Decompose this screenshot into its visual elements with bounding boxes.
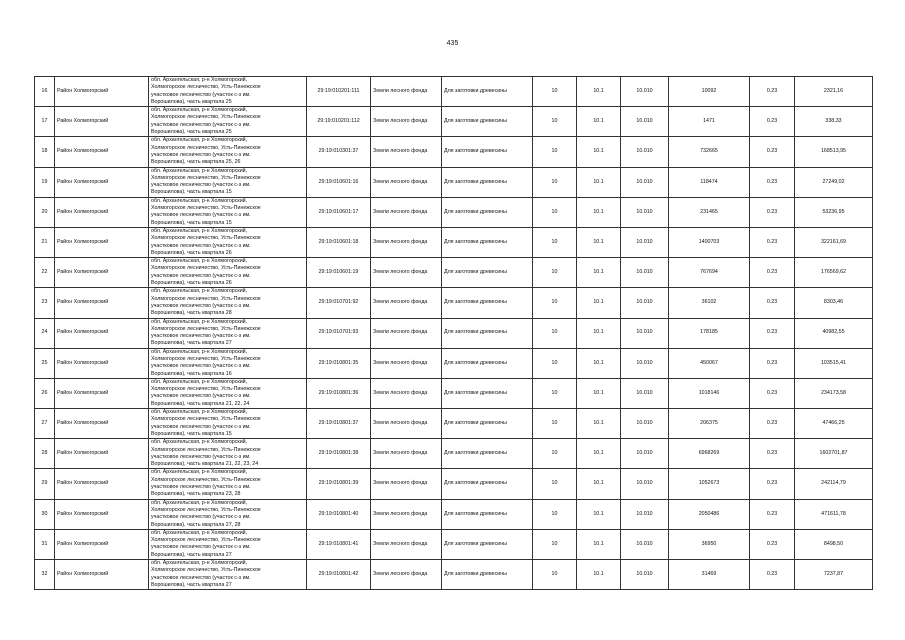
row-number-cell: 21: [35, 227, 55, 257]
permitted-use-cell: Для заготовки древесины: [442, 227, 533, 257]
cadastral-number-cell: 29:19:010801:41: [307, 529, 371, 559]
area-cell: 6968269: [669, 439, 750, 469]
area-cell: 31469: [669, 560, 750, 590]
land-category-cell: Земли лесного фонда: [371, 439, 442, 469]
table-row: [35, 227, 873, 257]
row-number-cell: 20: [35, 197, 55, 227]
code-subgroup-cell: 10.1: [577, 258, 621, 288]
table-row: [35, 167, 873, 197]
location-cell: обл. Архангельская, р-н Холмогорский, Холмогорское лесничество, Усть-Пинежское участковое лесничество (участок с-з им. Ворошилова), часть квартала 15: [149, 409, 307, 439]
rate-cell: 0.23: [750, 137, 795, 167]
district-cell: Район Холмогорский: [55, 529, 149, 559]
row-number-cell: 23: [35, 288, 55, 318]
row-number-cell: 19: [35, 167, 55, 197]
permitted-use-cell: Для заготовки древесины: [442, 378, 533, 408]
location-cell: обл. Архангельская, р-н Холмогорский, Холмогорское лесничество, Усть-Пинежское участковое лесничество (участок с-з им. Ворошилова), часть квартала 27: [149, 560, 307, 590]
code-subgroup-cell: 10.1: [577, 288, 621, 318]
code-cell: 10.010: [621, 439, 669, 469]
code-cell: 10.010: [621, 227, 669, 257]
land-category-cell: Земли лесного фонда: [371, 378, 442, 408]
location-cell: обл. Архангельская, р-н Холмогорский, Холмогорское лесничество, Усть-Пинежское участковое лесничество (участок с-з им. Ворошилова), часть квартала 16: [149, 348, 307, 378]
code-subgroup-cell: 10.1: [577, 318, 621, 348]
rate-cell: 0.23: [750, 409, 795, 439]
code-subgroup-cell: 10.1: [577, 227, 621, 257]
area-cell: 732665: [669, 137, 750, 167]
cadastral-number-cell: 29:19:010601:18: [307, 227, 371, 257]
table-row: [35, 499, 873, 529]
rate-cell: 0.23: [750, 197, 795, 227]
table-row: [35, 378, 873, 408]
cadastral-number-cell: 29:19:010801:36: [307, 378, 371, 408]
rate-cell: 0.23: [750, 288, 795, 318]
district-cell: Район Холмогорский: [55, 439, 149, 469]
area-cell: 2050486: [669, 499, 750, 529]
code-subgroup-cell: 10.1: [577, 107, 621, 137]
cadastral-value-cell: 53236,95: [795, 197, 873, 227]
cadastral-number-cell: 29:19:010301:37: [307, 137, 371, 167]
land-category-cell: Земли лесного фонда: [371, 560, 442, 590]
location-cell: обл. Архангельская, р-н Холмогорский, Холмогорское лесничество, Усть-Пинежское участковое лесничество (участок с-з им. Ворошилова), часть квартала 27: [149, 318, 307, 348]
permitted-use-cell: Для заготовки древесины: [442, 137, 533, 167]
code-cell: 10.010: [621, 137, 669, 167]
area-cell: 767694: [669, 258, 750, 288]
code-cell: 10.010: [621, 77, 669, 107]
district-cell: Район Холмогорский: [55, 288, 149, 318]
area-cell: 1052673: [669, 469, 750, 499]
area-cell: 36950: [669, 529, 750, 559]
cadastral-value-cell: 8498,50: [795, 529, 873, 559]
rate-cell: 0.23: [750, 318, 795, 348]
permitted-use-cell: Для заготовки древесины: [442, 469, 533, 499]
code-subgroup-cell: 10.1: [577, 409, 621, 439]
cadastral-number-cell: 29:19:010801:37: [307, 409, 371, 439]
location-cell: обл. Архангельская, р-н Холмогорский, Холмогорское лесничество, Усть-Пинежское участковое лесничество (участок с-з им. Ворошилова), часть квартала 23, 28: [149, 469, 307, 499]
code-cell: 10.010: [621, 258, 669, 288]
permitted-use-cell: Для заготовки древесины: [442, 288, 533, 318]
land-category-cell: Земли лесного фонда: [371, 197, 442, 227]
permitted-use-cell: Для заготовки древесины: [442, 560, 533, 590]
row-number-cell: 16: [35, 77, 55, 107]
area-cell: 10092: [669, 77, 750, 107]
code-subgroup-cell: 10.1: [577, 439, 621, 469]
land-category-cell: Земли лесного фонда: [371, 469, 442, 499]
table-body: [35, 77, 873, 590]
row-number-cell: 17: [35, 107, 55, 137]
code-group-cell: 10: [533, 348, 577, 378]
location-cell: обл. Архангельская, р-н Холмогорский, Холмогорское лесничество, Усть-Пинежское участковое лесничество (участок с-з им. Ворошилова), часть квартала 21, 22, 24: [149, 378, 307, 408]
cadastral-value-cell: 27249,02: [795, 167, 873, 197]
cadastral-number-cell: 29:19:010201:111: [307, 77, 371, 107]
code-cell: 10.010: [621, 288, 669, 318]
table-row: [35, 77, 873, 107]
row-number-cell: 29: [35, 469, 55, 499]
cadastral-number-cell: 29:19:010801:42: [307, 560, 371, 590]
row-number-cell: 30: [35, 499, 55, 529]
code-cell: 10.010: [621, 348, 669, 378]
location-cell: обл. Архангельская, р-н Холмогорский, Холмогорское лесничество, Усть-Пинежское участковое лесничество (участок с-з им. Ворошилова), часть квартала 27, 28: [149, 499, 307, 529]
district-cell: Район Холмогорский: [55, 560, 149, 590]
district-cell: Район Холмогорский: [55, 499, 149, 529]
cadastral-value-cell: 168513,95: [795, 137, 873, 167]
cadastral-value-cell: 8303,46: [795, 288, 873, 318]
code-subgroup-cell: 10.1: [577, 348, 621, 378]
cadastral-value-cell: 47466,25: [795, 409, 873, 439]
code-cell: 10.010: [621, 378, 669, 408]
cadastral-value-cell: 242114,79: [795, 469, 873, 499]
code-group-cell: 10: [533, 167, 577, 197]
cadastral-number-cell: 29:19:010801:38: [307, 439, 371, 469]
location-cell: обл. Архангельская, р-н Холмогорский, Холмогорское лесничество, Усть-Пинежское участковое лесничество (участок с-з им. Ворошилова), часть квартала 15: [149, 197, 307, 227]
code-group-cell: 10: [533, 197, 577, 227]
code-subgroup-cell: 10.1: [577, 560, 621, 590]
cadastral-number-cell: 29:19:010201:112: [307, 107, 371, 137]
rate-cell: 0.23: [750, 560, 795, 590]
location-cell: обл. Архангельская, р-н Холмогорский, Холмогорское лесничество, Усть-Пинежское участковое лесничество (участок с-з им. Ворошилова), часть квартала 25: [149, 107, 307, 137]
cadastral-number-cell: 29:19:010801:39: [307, 469, 371, 499]
land-category-cell: Земли лесного фонда: [371, 348, 442, 378]
land-category-cell: Земли лесного фонда: [371, 137, 442, 167]
cadastral-value-cell: 103515,41: [795, 348, 873, 378]
land-category-cell: Земли лесного фонда: [371, 167, 442, 197]
code-group-cell: 10: [533, 227, 577, 257]
page-number: 435: [446, 40, 459, 47]
permitted-use-cell: Для заготовки древесины: [442, 439, 533, 469]
row-number-cell: 28: [35, 439, 55, 469]
permitted-use-cell: Для заготовки древесины: [442, 197, 533, 227]
land-category-cell: Земли лесного фонда: [371, 258, 442, 288]
code-cell: 10.010: [621, 197, 669, 227]
code-subgroup-cell: 10.1: [577, 197, 621, 227]
district-cell: Район Холмогорский: [55, 318, 149, 348]
district-cell: Район Холмогорский: [55, 409, 149, 439]
rate-cell: 0.23: [750, 77, 795, 107]
location-cell: обл. Архангельская, р-н Холмогорский, Холмогорское лесничество, Усть-Пинежское участковое лесничество (участок с-з им. Ворошилова), часть квартала 25: [149, 77, 307, 107]
code-cell: 10.010: [621, 409, 669, 439]
rate-cell: 0.23: [750, 529, 795, 559]
rate-cell: 0.23: [750, 167, 795, 197]
row-number-cell: 18: [35, 137, 55, 167]
location-cell: обл. Архангельская, р-н Холмогорский, Холмогорское лесничество, Усть-Пинежское участковое лесничество (участок с-з им. Ворошилова), часть квартала 25, 26: [149, 137, 307, 167]
cadastral-value-cell: 338,33: [795, 107, 873, 137]
area-cell: 118474: [669, 167, 750, 197]
land-category-cell: Земли лесного фонда: [371, 227, 442, 257]
code-group-cell: 10: [533, 318, 577, 348]
area-cell: 178185: [669, 318, 750, 348]
land-category-cell: Земли лесного фонда: [371, 529, 442, 559]
code-cell: 10.010: [621, 499, 669, 529]
row-number-cell: 32: [35, 560, 55, 590]
code-group-cell: 10: [533, 258, 577, 288]
code-group-cell: 10: [533, 560, 577, 590]
cadastral-number-cell: 29:19:010701:93: [307, 318, 371, 348]
rate-cell: 0.23: [750, 378, 795, 408]
permitted-use-cell: Для заготовки древесины: [442, 409, 533, 439]
area-cell: 231465: [669, 197, 750, 227]
code-group-cell: 10: [533, 107, 577, 137]
land-category-cell: Земли лесного фонда: [371, 107, 442, 137]
area-cell: 450067: [669, 348, 750, 378]
rate-cell: 0.23: [750, 439, 795, 469]
cadastral-value-cell: 322161,69: [795, 227, 873, 257]
table-row: [35, 258, 873, 288]
code-cell: 10.010: [621, 107, 669, 137]
rate-cell: 0.23: [750, 227, 795, 257]
code-group-cell: 10: [533, 499, 577, 529]
location-cell: обл. Архангельская, р-н Холмогорский, Холмогорское лесничество, Усть-Пинежское участковое лесничество (участок с-з им. Ворошилова), часть квартала 26: [149, 227, 307, 257]
land-category-cell: Земли лесного фонда: [371, 409, 442, 439]
code-cell: 10.010: [621, 469, 669, 499]
code-group-cell: 10: [533, 469, 577, 499]
table-row: [35, 469, 873, 499]
row-number-cell: 26: [35, 378, 55, 408]
code-subgroup-cell: 10.1: [577, 137, 621, 167]
code-subgroup-cell: 10.1: [577, 167, 621, 197]
table-row: [35, 197, 873, 227]
code-cell: 10.010: [621, 560, 669, 590]
cadastral-number-cell: 29:19:010601:16: [307, 167, 371, 197]
land-category-cell: Земли лесного фонда: [371, 318, 442, 348]
district-cell: Район Холмогорский: [55, 348, 149, 378]
rate-cell: 0.23: [750, 348, 795, 378]
area-cell: 1471: [669, 107, 750, 137]
district-cell: Район Холмогорский: [55, 469, 149, 499]
table-row: [35, 318, 873, 348]
code-cell: 10.010: [621, 318, 669, 348]
area-cell: 1400703: [669, 227, 750, 257]
code-subgroup-cell: 10.1: [577, 529, 621, 559]
code-group-cell: 10: [533, 409, 577, 439]
code-subgroup-cell: 10.1: [577, 499, 621, 529]
land-category-cell: Земли лесного фонда: [371, 77, 442, 107]
cadastral-value-cell: 234173,58: [795, 378, 873, 408]
land-category-cell: Земли лесного фонда: [371, 288, 442, 318]
cadastral-value-cell: 2321,16: [795, 77, 873, 107]
permitted-use-cell: Для заготовки древесины: [442, 348, 533, 378]
cadastral-number-cell: 29:19:010801:35: [307, 348, 371, 378]
permitted-use-cell: Для заготовки древесины: [442, 167, 533, 197]
row-number-cell: 24: [35, 318, 55, 348]
permitted-use-cell: Для заготовки древесины: [442, 107, 533, 137]
row-number-cell: 31: [35, 529, 55, 559]
district-cell: Район Холмогорский: [55, 227, 149, 257]
rate-cell: 0.23: [750, 258, 795, 288]
table-row: [35, 560, 873, 590]
district-cell: Район Холмогорский: [55, 77, 149, 107]
table-row: [35, 137, 873, 167]
district-cell: Район Холмогорский: [55, 167, 149, 197]
cadastral-number-cell: 29:19:010701:92: [307, 288, 371, 318]
code-cell: 10.010: [621, 167, 669, 197]
rate-cell: 0.23: [750, 469, 795, 499]
district-cell: Район Холмогорский: [55, 137, 149, 167]
row-number-cell: 22: [35, 258, 55, 288]
row-number-cell: 25: [35, 348, 55, 378]
cadastral-value-cell: 1602701,87: [795, 439, 873, 469]
table-row: [35, 107, 873, 137]
district-cell: Район Холмогорский: [55, 197, 149, 227]
location-cell: обл. Архангельская, р-н Холмогорский, Холмогорское лесничество, Усть-Пинежское участковое лесничество (участок с-з им. Ворошилова), часть квартала 28: [149, 288, 307, 318]
permitted-use-cell: Для заготовки древесины: [442, 529, 533, 559]
table-row: [35, 529, 873, 559]
table-row: [35, 288, 873, 318]
code-subgroup-cell: 10.1: [577, 469, 621, 499]
code-subgroup-cell: 10.1: [577, 378, 621, 408]
table-row: [35, 409, 873, 439]
permitted-use-cell: Для заготовки древесины: [442, 258, 533, 288]
code-group-cell: 10: [533, 137, 577, 167]
district-cell: Район Холмогорский: [55, 258, 149, 288]
table-row: [35, 439, 873, 469]
code-group-cell: 10: [533, 288, 577, 318]
cadastral-value-cell: 471611,78: [795, 499, 873, 529]
area-cell: 1018146: [669, 378, 750, 408]
rate-cell: 0.23: [750, 499, 795, 529]
row-number-cell: 27: [35, 409, 55, 439]
code-subgroup-cell: 10.1: [577, 77, 621, 107]
area-cell: 206375: [669, 409, 750, 439]
code-group-cell: 10: [533, 529, 577, 559]
cadastral-number-cell: 29:19:010601:17: [307, 197, 371, 227]
code-group-cell: 10: [533, 378, 577, 408]
cadastral-number-cell: 29:19:010601:19: [307, 258, 371, 288]
code-group-cell: 10: [533, 77, 577, 107]
cadastral-value-cell: 40982,55: [795, 318, 873, 348]
location-cell: обл. Архангельская, р-н Холмогорский, Холмогорское лесничество, Усть-Пинежское участковое лесничество (участок с-з им. Ворошилова), часть квартала 27: [149, 529, 307, 559]
permitted-use-cell: Для заготовки древесины: [442, 499, 533, 529]
land-plots-table: [34, 76, 873, 590]
district-cell: Район Холмогорский: [55, 378, 149, 408]
table-row: [35, 348, 873, 378]
area-cell: 36102: [669, 288, 750, 318]
cadastral-value-cell: 176569,62: [795, 258, 873, 288]
rate-cell: 0.23: [750, 107, 795, 137]
code-cell: 10.010: [621, 529, 669, 559]
cadastral-value-cell: 7237,87: [795, 560, 873, 590]
location-cell: обл. Архангельская, р-н Холмогорский, Холмогорское лесничество, Усть-Пинежское участковое лесничество (участок с-з им. Ворошилова), часть квартала 21, 22, 23, 24: [149, 439, 307, 469]
cadastral-number-cell: 29:19:010801:40: [307, 499, 371, 529]
code-group-cell: 10: [533, 439, 577, 469]
permitted-use-cell: Для заготовки древесины: [442, 318, 533, 348]
land-category-cell: Земли лесного фонда: [371, 499, 442, 529]
permitted-use-cell: Для заготовки древесины: [442, 77, 533, 107]
location-cell: обл. Архангельская, р-н Холмогорский, Холмогорское лесничество, Усть-Пинежское участковое лесничество (участок с-з им. Ворошилова), часть квартала 26: [149, 258, 307, 288]
location-cell: обл. Архангельская, р-н Холмогорский, Холмогорское лесничество, Усть-Пинежское участковое лесничество (участок с-з им. Ворошилова), часть квартала 15: [149, 167, 307, 197]
district-cell: Район Холмогорский: [55, 107, 149, 137]
